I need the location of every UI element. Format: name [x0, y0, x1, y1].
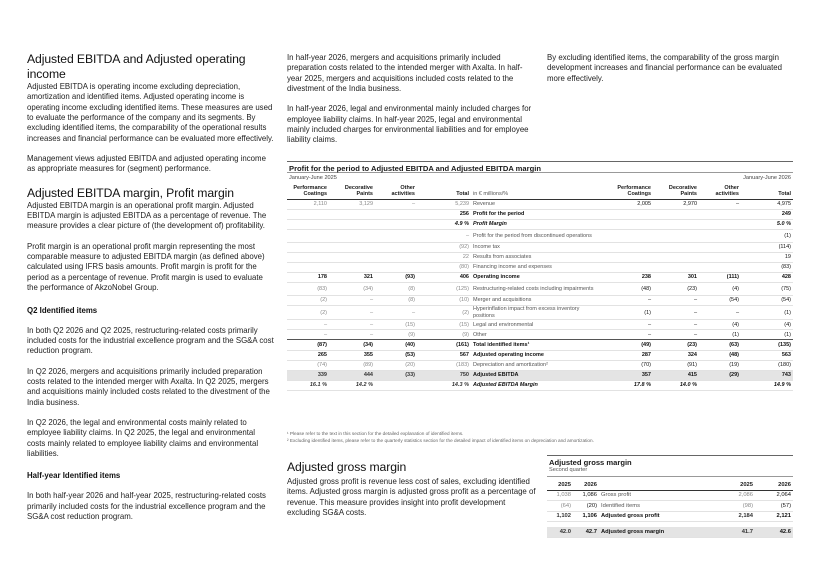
table-cell: 256 [417, 209, 471, 219]
table-row [287, 380, 793, 390]
table-cell: (98) [711, 501, 755, 512]
table-cell [603, 242, 653, 252]
table-cell: (23) [653, 283, 699, 296]
col-header: 2026 [573, 477, 599, 490]
table-cell: (2) [417, 306, 471, 320]
table-cell: 1,038 [547, 490, 573, 501]
row-label: Profit Margin [471, 219, 603, 229]
table-row [287, 360, 793, 370]
table-cell: (9) [375, 330, 417, 340]
table-cell [329, 229, 375, 242]
row-label: Adjusted EBITDA Margin [471, 380, 603, 390]
table-cell: (9) [417, 330, 471, 340]
col-header: Decorative Paints [653, 183, 699, 199]
footnotes [287, 431, 793, 444]
table-row [287, 209, 793, 219]
table-cell [375, 219, 417, 229]
table-cell: – [329, 296, 375, 306]
gross-margin-section [287, 460, 537, 518]
table-cell: 5,239 [417, 199, 471, 209]
table-cell: (4) [741, 320, 793, 330]
table-cell: 357 [603, 370, 653, 380]
table-row [287, 330, 793, 340]
table-cell: 178 [287, 273, 329, 283]
column-middle [287, 53, 537, 146]
table-cell: (15) [417, 320, 471, 330]
table-cell [603, 229, 653, 242]
column-left [27, 52, 275, 522]
desc-header [599, 477, 711, 490]
table-cell: (114) [741, 242, 793, 252]
table-cell: 2,064 [755, 490, 793, 501]
table-cell: (83) [741, 262, 793, 272]
row-label: Financing income and expenses [471, 262, 603, 272]
table-cell [699, 262, 741, 272]
table-cell: 22 [417, 252, 471, 262]
table-cell: 42.0 [547, 527, 573, 538]
row-label: Hyperinflation impact from excess inventory positions [471, 306, 603, 320]
col-header: 2025 [711, 477, 755, 490]
table-cell [653, 219, 699, 229]
table-cell [287, 219, 329, 229]
table-cell: 2,086 [711, 490, 755, 501]
table-cell [603, 262, 653, 272]
paragraph: In half-year 2026, mergers and acquisitions primarily included preparation costs related to the intended merger with Axalta. In half-year 2025, mergers and acquisitions included costs related to the divestment of the India business. [287, 53, 523, 94]
row-label: Adjusted gross margin [599, 527, 711, 538]
col-header: 2026 [755, 477, 793, 490]
table-cell: (89) [329, 360, 375, 370]
table-cell: (29) [699, 370, 741, 380]
table-cell: 238 [603, 273, 653, 283]
table-cell [375, 262, 417, 272]
table-cell: (74) [287, 360, 329, 370]
table-cell: 355 [329, 350, 375, 360]
table-cell: – [653, 320, 699, 330]
table-cell [699, 209, 741, 219]
table-cell: 14.2 % [329, 380, 375, 390]
table-row [287, 199, 793, 209]
table-row [287, 273, 793, 283]
table-cell [287, 242, 329, 252]
table-cell: (70) [603, 360, 653, 370]
table-cell [653, 242, 699, 252]
table-row [547, 490, 793, 501]
table-cell: – [699, 306, 741, 320]
table-cell: (161) [417, 340, 471, 350]
row-label: Operating income [471, 273, 603, 283]
row-label: Adjusted operating income [471, 350, 603, 360]
table-cell [699, 252, 741, 262]
table-cell [375, 209, 417, 219]
table-cell: 4.9 % [417, 219, 471, 229]
table-cell: (4) [699, 320, 741, 330]
table-row [287, 350, 793, 360]
table-cell: – [653, 330, 699, 340]
table-cell: – [603, 330, 653, 340]
table-cell: (54) [699, 296, 741, 306]
table-cell: 2,970 [653, 199, 699, 209]
row-label: Total identified items¹ [471, 340, 603, 350]
table-cell: (75) [741, 283, 793, 296]
table-cell: 301 [653, 273, 699, 283]
paragraph: Profit margin is an operational profit margin representing the most comparable measure to adjusted EBITDA margin (as defined above) calculated using IFRS basis amounts. Profit margin is profit for the period as a percentage of revenue. Profit margin is used to evaluate the performance of AkzoNobel Group. [27, 241, 265, 293]
table-row [547, 527, 793, 538]
table-cell: 14.0 % [653, 380, 699, 390]
table-row [547, 511, 793, 522]
table-cell: 1,086 [573, 490, 599, 501]
footnote: ¹ Please refer to the text in this section for the detailed explanation of identified items. [287, 431, 464, 436]
table-cell [287, 229, 329, 242]
table-cell: 19 [741, 252, 793, 262]
table-header-row [547, 477, 793, 490]
table-cell [653, 229, 699, 242]
table-cell: (180) [741, 360, 793, 370]
row-label: Merger and acquisitions [471, 296, 603, 306]
table-cell: (54) [741, 296, 793, 306]
table-cell: 41.7 [711, 527, 755, 538]
table-cell: (111) [699, 273, 741, 283]
table-cell: (80) [417, 262, 471, 272]
table-cell: 2,005 [603, 199, 653, 209]
table-row [287, 229, 793, 242]
column-right [547, 53, 792, 84]
table-row [287, 252, 793, 262]
table-cell: (19) [699, 360, 741, 370]
table-cell: (10) [417, 296, 471, 306]
table-cell: 2,121 [755, 511, 793, 522]
table-cell: – [287, 320, 329, 330]
table-cell: (2) [287, 296, 329, 306]
table-cell: – [653, 306, 699, 320]
table-cell: (64) [547, 501, 573, 512]
table-cell: – [417, 229, 471, 242]
data-table [547, 477, 793, 538]
period-left: January-June 2025 [289, 175, 337, 181]
paragraph: In Q2 2026, mergers and acquisitions primarily included preparation costs related to the intended merger with Axalta. In Q2 2025, mergers and acquisitions mainly included costs related to the divestment of the India business. [27, 366, 270, 407]
table-cell: (57) [755, 501, 793, 512]
paragraph: Management views adjusted EBITDA and adjusted operating income as appropriate measures for (segment) performance. [27, 154, 266, 174]
table-cell: (1) [741, 306, 793, 320]
row-label: Depreciation and amortization² [471, 360, 603, 370]
table-cell: (1) [699, 330, 741, 340]
table-cell [699, 229, 741, 242]
table-cell: 324 [653, 350, 699, 360]
table-cell [287, 252, 329, 262]
table-cell: 1,106 [573, 511, 599, 522]
table-cell: – [329, 320, 375, 330]
table-row [287, 262, 793, 272]
table-cell: 444 [329, 370, 375, 380]
table-cell: 42.7 [573, 527, 599, 538]
row-label: Gross profit [599, 490, 711, 501]
table-cell: (23) [653, 340, 699, 350]
row-label: Other [471, 330, 603, 340]
table-cell: (183) [417, 360, 471, 370]
paragraph: Adjusted EBITDA margin is an operational profit margin. Adjusted EBITDA margin is adjusted EBITDA as a percentage of revenue. The measure provides a clear picture of (the development of) profitability. [27, 200, 267, 231]
table-cell: 2,110 [287, 199, 329, 209]
row-label: Income tax [471, 242, 603, 252]
paragraph: Adjusted gross profit is revenue less cost of sales, excluding identified items. Adjusted gross margin is adjusted gross profit as a percentage of revenue. This measure provides insight into profit development excluding SG&A costs. [287, 477, 536, 518]
table-cell: (93) [375, 273, 417, 283]
table-cell: – [375, 199, 417, 209]
table-cell [329, 252, 375, 262]
col-header: Other activities [375, 183, 417, 199]
table-cell: 743 [741, 370, 793, 380]
table-cell [699, 242, 741, 252]
table-cell: 4,975 [741, 199, 793, 209]
table-cell: (20) [573, 501, 599, 512]
table-cell: (49) [603, 340, 653, 350]
table-cell [329, 242, 375, 252]
table-cell: – [329, 306, 375, 320]
table-cell [329, 209, 375, 219]
table-cell [653, 252, 699, 262]
table-cell: – [603, 320, 653, 330]
table-cell: 2,184 [711, 511, 755, 522]
table-cell: 42.6 [755, 527, 793, 538]
table-cell: 14.9 % [741, 380, 793, 390]
table-subtitle: Second quarter [547, 466, 793, 477]
table-cell: 567 [417, 350, 471, 360]
row-label: Identified items [599, 501, 711, 512]
table-cell [375, 229, 417, 242]
col-header: Decorative Paints [329, 183, 375, 199]
row-label: Legal and environmental [471, 320, 603, 330]
table-cell: (48) [699, 350, 741, 360]
unit-header: in € millions/% [471, 183, 603, 199]
table-cell: (1) [741, 229, 793, 242]
paragraph: In half-year 2026, legal and environmental mainly included charges for employee liability claims. In half-year 2025, legal and environmental mainly included charges for environmental liabilities and for employee liability claims. [287, 104, 532, 145]
period-labels [287, 173, 793, 183]
row-label: Adjusted gross profit [599, 511, 711, 522]
table-cell: (33) [375, 370, 417, 380]
table-row [287, 320, 793, 330]
table-cell: 339 [287, 370, 329, 380]
table-cell: – [653, 296, 699, 306]
section-heading: Adjusted EBITDA margin, Profit margin [27, 185, 234, 200]
table-cell: 5.0 % [741, 219, 793, 229]
table-cell: 563 [741, 350, 793, 360]
table-cell: 406 [417, 273, 471, 283]
table-cell [699, 219, 741, 229]
table-cell: (34) [329, 283, 375, 296]
table-cell: (125) [417, 283, 471, 296]
row-label: Results from associates [471, 252, 603, 262]
table-cell: 14.3 % [417, 380, 471, 390]
table-cell: (135) [741, 340, 793, 350]
row-label: Profit for the period from discontinued operations [471, 229, 603, 242]
table-cell: – [603, 296, 653, 306]
table-cell [653, 209, 699, 219]
table-cell [375, 252, 417, 262]
table-cell: (91) [653, 360, 699, 370]
table-cell: (53) [375, 350, 417, 360]
paragraph: In Q2 2026, the legal and environmental costs mainly related to employee liability claims. In Q2 2025, the legal and environmental costs mainly related to employee liability claims and environmental liabilities. [27, 417, 259, 458]
table-cell [653, 262, 699, 272]
table-cell: – [287, 330, 329, 340]
subheading: Q2 Identified items [27, 305, 98, 315]
table-cell: 287 [603, 350, 653, 360]
ebitda-reconciliation-table [287, 161, 793, 391]
paragraph: Adjusted EBITDA is operating income excluding depreciation, amortization and identified items. Adjusted operating income is operating income excluding identified items. These measures are used to evaluate the performance of the company and its segments. By excluding identified items, the comparability of the operational results increases and financial performance can be evaluated more effectively. [27, 82, 274, 143]
table-cell [375, 380, 417, 390]
table-cell [329, 219, 375, 229]
paragraph: By excluding identified items, the comparability of the gross margin development increases and financial performance can be evaluated more effectively. [547, 53, 783, 83]
table-cell: (48) [603, 283, 653, 296]
table-cell: 750 [417, 370, 471, 380]
table-cell: (1) [603, 306, 653, 320]
table-row [287, 219, 793, 229]
table-cell [375, 242, 417, 252]
table-cell: 1,102 [547, 511, 573, 522]
table-title: Adjusted gross margin [547, 455, 793, 466]
table-cell: – [699, 199, 741, 209]
col-header: Performance Coatings [603, 183, 653, 199]
table-row [287, 340, 793, 350]
paragraph: In both half-year 2026 and half-year 2025, restructuring-related costs primarily included costs for the industrial excellence program and the SG&A cost reduction program. [27, 491, 266, 521]
col-header: Performance Coatings [287, 183, 329, 199]
table-row [287, 242, 793, 252]
gross-margin-table [547, 455, 793, 538]
table-row [287, 306, 793, 320]
table-cell: (40) [375, 340, 417, 350]
table-cell: (20) [375, 360, 417, 370]
table-cell [699, 380, 741, 390]
table-header-row [287, 183, 793, 199]
table-cell: (15) [375, 320, 417, 330]
footnote: ² Excluding identified items, please refer to the quarterly statistics section for the detailed impact of identified items on depreciation and amortization. [287, 437, 594, 443]
row-label: Adjusted EBITDA [471, 370, 603, 380]
table-cell: 428 [741, 273, 793, 283]
table-cell [603, 209, 653, 219]
col-header: Total [417, 183, 471, 199]
subheading: Half-year Identified items [27, 471, 121, 481]
table-cell: (8) [375, 296, 417, 306]
table-cell: (87) [287, 340, 329, 350]
table-cell [287, 262, 329, 272]
period-right: January-June 2026 [743, 175, 791, 181]
table-cell: (63) [699, 340, 741, 350]
data-table [287, 183, 793, 391]
table-cell: (2) [287, 306, 329, 320]
table-title: Profit for the period to Adjusted EBITDA and Adjusted EBITDA margin [287, 161, 793, 173]
col-header: 2025 [547, 477, 573, 490]
table-cell [603, 219, 653, 229]
table-cell: (92) [417, 242, 471, 252]
table-cell: (1) [741, 330, 793, 340]
table-cell [329, 262, 375, 272]
paragraph: In both Q2 2026 and Q2 2025, restructuring-related costs primarily included costs for the industrial excellence program and the SG&A cost reduction program. [27, 325, 274, 356]
table-cell: 415 [653, 370, 699, 380]
table-row [287, 370, 793, 380]
table-cell: – [375, 306, 417, 320]
col-header: Other activities [699, 183, 741, 199]
table-row [287, 296, 793, 306]
table-cell: 265 [287, 350, 329, 360]
section-heading: Adjusted EBITDA and Adjusted operating income [27, 52, 246, 81]
table-cell: 16.1 % [287, 380, 329, 390]
row-label: Profit for the period [471, 209, 603, 219]
table-cell [603, 252, 653, 262]
row-label: Revenue [471, 199, 603, 209]
section-heading: Adjusted gross margin [287, 460, 407, 474]
table-row [547, 501, 793, 512]
table-cell: (83) [287, 283, 329, 296]
table-cell: 321 [329, 273, 375, 283]
table-cell: (4) [699, 283, 741, 296]
table-cell: (8) [375, 283, 417, 296]
table-row [287, 283, 793, 296]
col-header: Total [741, 183, 793, 199]
table-cell: 17.8 % [603, 380, 653, 390]
table-cell: 249 [741, 209, 793, 219]
table-cell: – [329, 330, 375, 340]
table-cell: 3,129 [329, 199, 375, 209]
row-label: Restructuring-related costs including impairments [471, 283, 603, 296]
table-cell: (34) [329, 340, 375, 350]
table-cell [287, 209, 329, 219]
